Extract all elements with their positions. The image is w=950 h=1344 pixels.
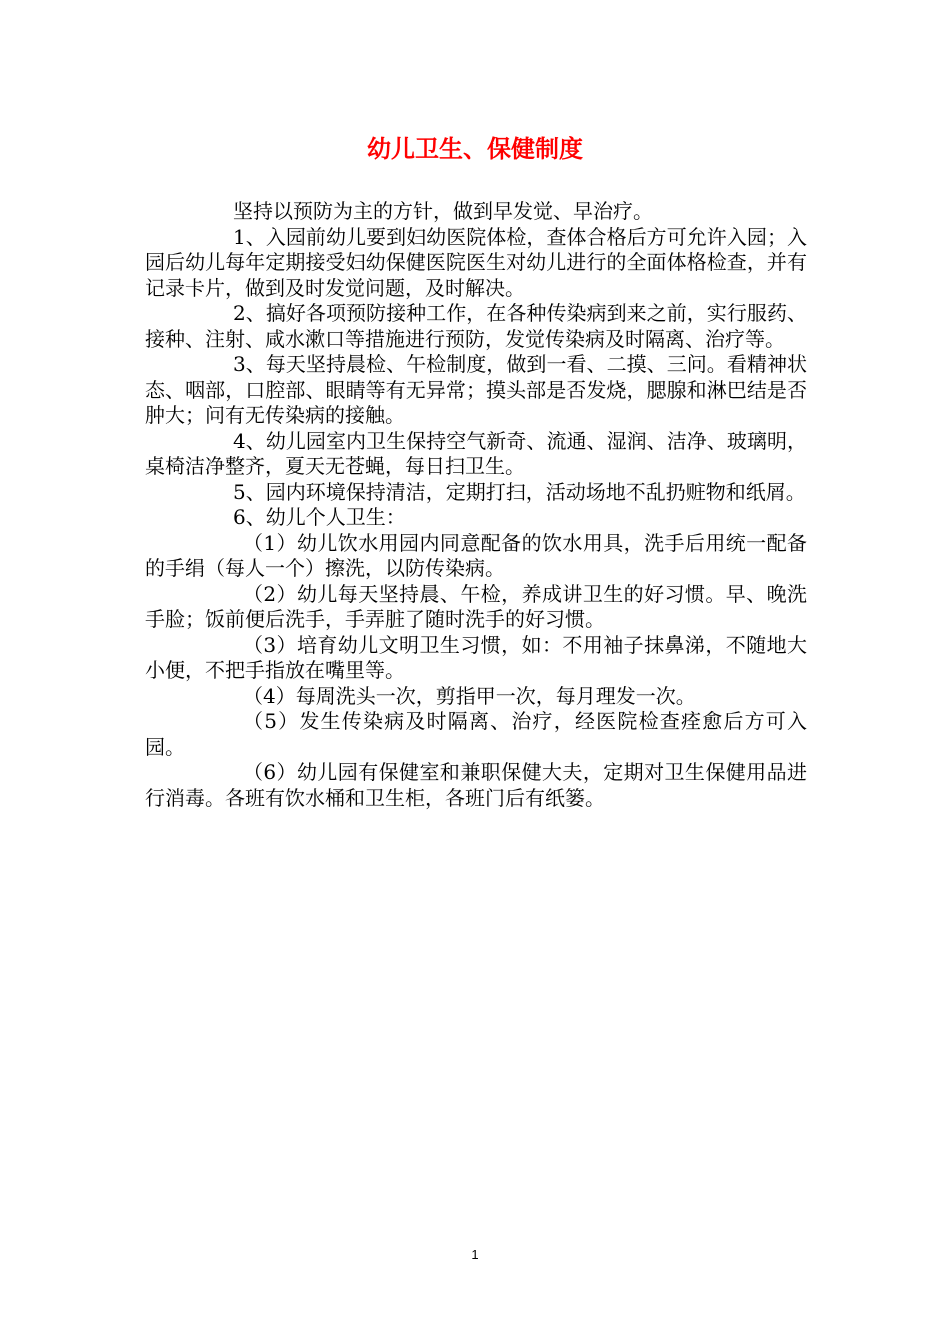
paragraph-rule-4: 4、幼儿园室内卫生保持空气新奇、流通、湿润、洁净、玻璃明，桌椅洁净整齐，夏天无苍蝇，每日扫卫生。 [145, 428, 807, 478]
document-title: 幼儿卫生、保健制度 [367, 135, 583, 163]
sub-item-6: （6）幼儿园有保健室和兼职保健大夫，定期对卫生保健用品进行消毒。各班有饮水桶和卫生柜，各班门后有纸篓。 [145, 760, 807, 810]
document-body [145, 199, 807, 811]
paragraph-rule-2: 2、搞好各项预防接种工作，在各种传染病到来之前，实行服药、接种、注射、咸水漱口等措施进行预防，发觉传染病及时隔离、治疗等。 [145, 301, 807, 351]
sub-item-4: （4）每周洗头一次，剪指甲一次，每月理发一次。 [243, 683, 696, 708]
sub-item-1: （1）幼儿饮水用园内同意配备的饮水用具，洗手后用统一配备的手绢（每人一个）擦洗，以防传染病。 [145, 530, 807, 580]
paragraph-rule-5: 5、园内环境保持清洁，定期打扫，活动场地不乱扔赃物和纸屑。 [233, 479, 806, 504]
sub-item-2: （2）幼儿每天坚持晨、午检，养成讲卫生的好习惯。早、晚洗手脸；饭前便后洗手，手弄脏了随时洗手的好习惯。 [145, 581, 807, 631]
paragraph-rule-1: 1、入园前幼儿要到妇幼医院体检，查体合格后方可允许入园；入园后幼儿每年定期接受妇幼保健医院医生对幼儿进行的全面体格检查，并有记录卡片，做到及时发觉问题，及时解决。 [145, 224, 807, 300]
page-number: 1 [471, 1247, 479, 1262]
sub-item-3: （3）培育幼儿文明卫生习惯，如：不用袖子抹鼻涕，不随地大小便，不把手指放在嘴里等。 [145, 632, 807, 682]
paragraph-rule-3: 3、每天坚持晨检、午检制度，做到一看、二摸、三问。看精神状态、咽部，口腔部、眼睛等有无异常；摸头部是否发烧，腮腺和淋巴结是否肿大；问有无传染病的接触。 [145, 352, 807, 427]
paragraph-rule-6: 6、幼儿个人卫生： [233, 505, 406, 529]
sub-item-5: （5）发生传染病及时隔离、治疗，经医院检查痊愈后方可入园。 [145, 709, 807, 759]
paragraph-intro: 坚持以预防为主的方针，做到早发觉、早治疗。 [233, 199, 653, 223]
